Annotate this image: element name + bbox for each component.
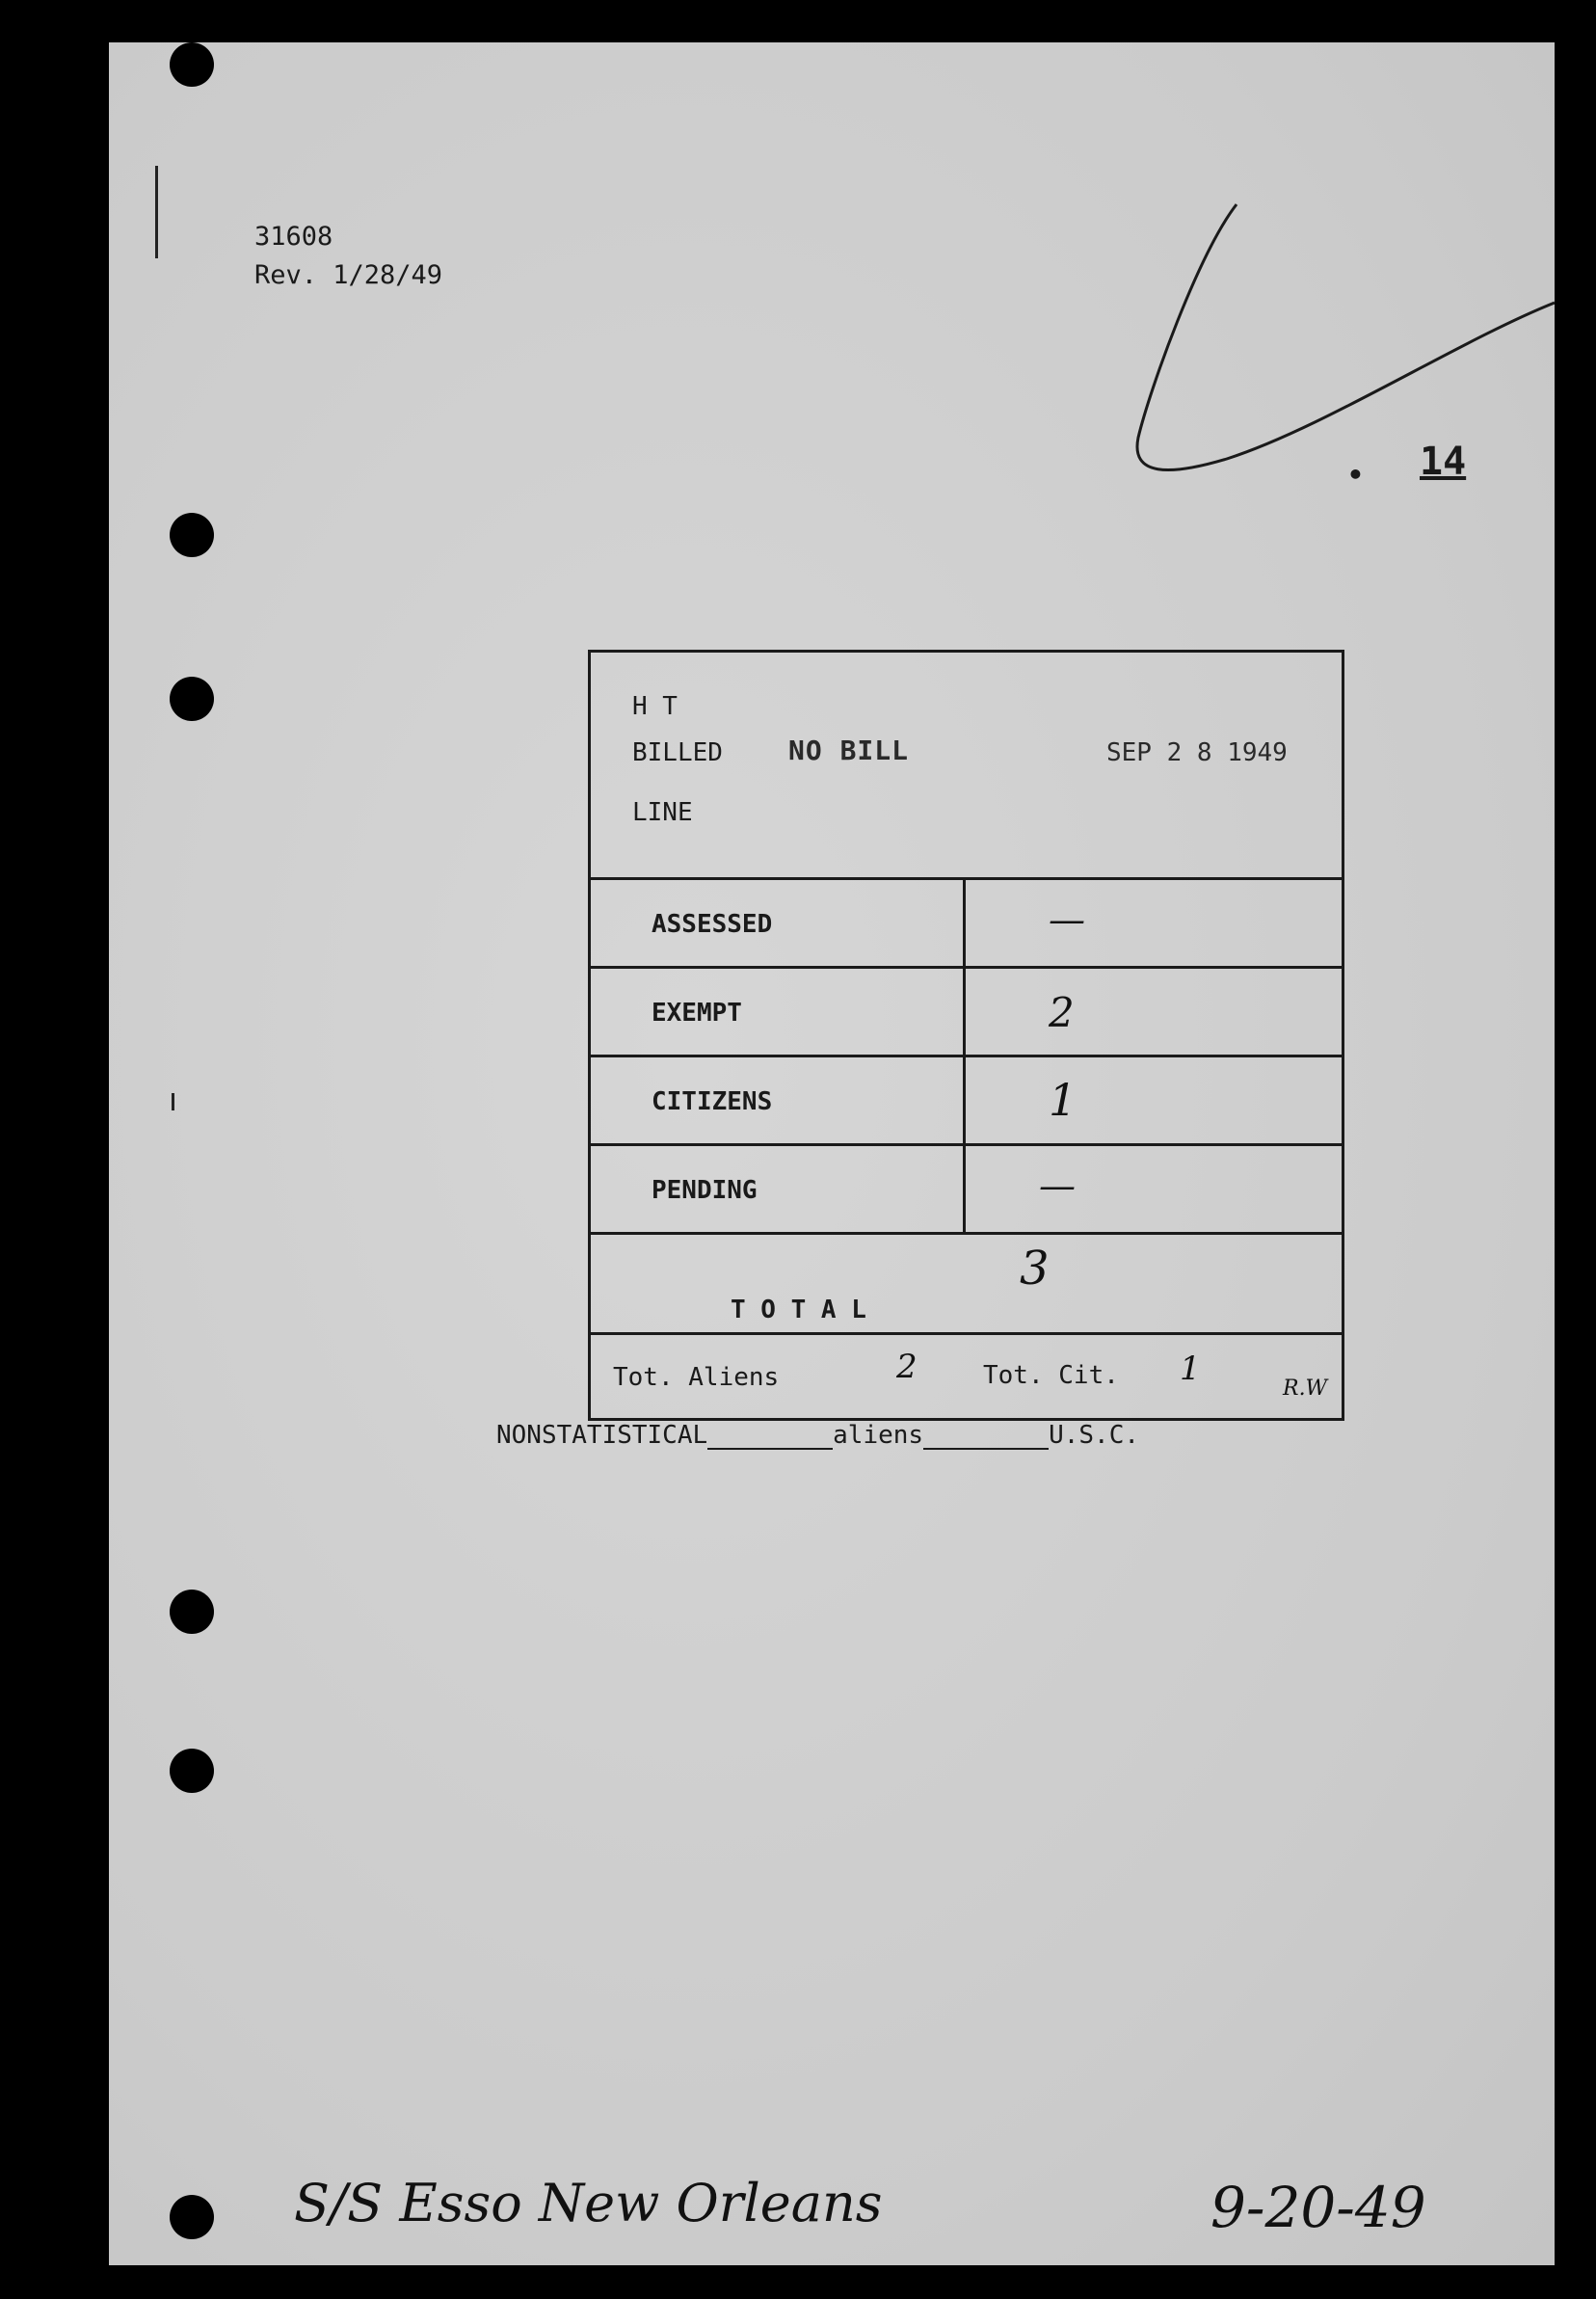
date-stamp: SEP 2 8 1949 [1106,738,1288,767]
footer-date: 9-20-49 [1210,2175,1426,2240]
form-number: 3⁡1608 [254,222,333,252]
usc-label: U.S.C. [1049,1421,1139,1450]
exempt-value: 2 [1049,989,1075,1036]
citizens-label: CITIZENS [652,1087,773,1116]
punch-hole [170,1590,214,1634]
tot-cit-value: 1 [1180,1350,1201,1388]
tot-aliens-value: 2 [896,1348,918,1386]
billed-stamp: NO BILL [788,735,910,766]
punch-hole [170,1749,214,1793]
margin-mark [155,166,158,258]
tot-cit-label: Tot. Cit. [983,1361,1119,1390]
reviewer-initials: R.W [1283,1377,1328,1401]
punch-hole [170,513,214,557]
aliens-label: aliens [833,1421,924,1450]
billed-label: BILLED [632,738,723,767]
check-mark-icon [1092,197,1555,524]
citizens-value: 1 [1049,1074,1077,1126]
tot-aliens-label: Tot. Aliens [613,1363,780,1392]
nonstatistical-blank [707,1423,833,1450]
total-value: 3 [1020,1242,1050,1296]
page-number: 14 [1420,440,1467,484]
exempt-label: EXEMPT [652,999,742,1028]
punch-hole [170,677,214,721]
punch-hole [170,42,214,87]
aliens-blank [923,1423,1049,1450]
pending-value: — [1039,1164,1076,1207]
ship-name: S/S Esso New Orleans [294,2173,883,2233]
form-revision: Rev. 1/28/49 [254,260,443,290]
document-page [109,42,1555,2265]
pending-label: PENDING [652,1176,758,1205]
punch-hole [170,2195,214,2239]
ht-label: H T [632,692,678,721]
line-label: LINE [632,798,693,827]
nonstatistical-label: NONSTATISTICAL [496,1421,708,1450]
total-label: T O T A L [731,1296,866,1324]
assessed-label: ASSESSED [652,910,773,939]
nonstatistical-line [496,1421,1139,1450]
page-number-dot: • [1347,459,1364,491]
assessed-value: — [1049,898,1085,941]
manifest-summary-box [588,650,1349,1421]
margin-mark [172,1093,174,1110]
